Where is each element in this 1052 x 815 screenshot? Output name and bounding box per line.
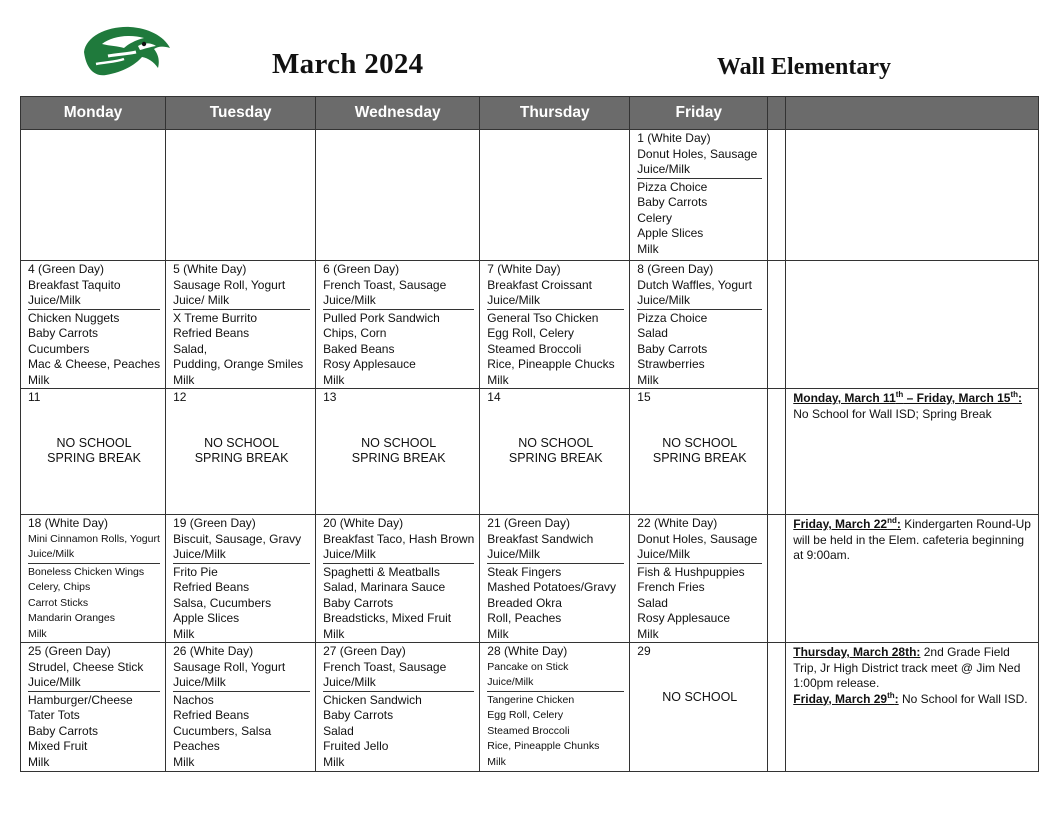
day-cell [316,643,480,772]
day-cell [21,515,166,643]
breakfast-item: French Toast, Sausage [323,659,447,674]
lunch-item: Breadsticks, Mixed Fruit [323,611,452,625]
lunch-item: Hamburger/Cheese [28,692,133,707]
spacer-cell [768,643,786,772]
breakfast-menu [487,278,624,310]
lunch-item: Spaghetti & Meatballs [323,564,440,579]
day-label: 27 (Green Day) [323,644,406,658]
lunch-item: Refried Beans [173,326,250,340]
lunch-item: Roll, Peaches [487,611,562,625]
day-cell [630,643,768,772]
breakfast-item: Pancake on Stick [487,660,569,673]
lunch-menu [323,693,474,771]
lunch-item: Frito Pie [173,564,218,579]
event-date: Thursday, March 28th: [793,645,921,659]
lunch-item: Pizza Choice [637,310,708,325]
event-note [786,643,1038,707]
no-school-notice [323,436,474,467]
day-cell [630,130,768,261]
lunch-item: Milk [323,372,345,387]
lunch-menu [173,565,310,643]
eagle-logo-icon [78,22,174,80]
lunch-item: Strawberries [637,357,705,371]
breakfast-item: Juice/Milk [28,293,81,307]
lunch-item: Chips, Corn [323,326,387,340]
no-school-line: NO SCHOOL [361,435,437,450]
lunch-item: Tater Tots [28,708,80,722]
lunch-item: Rice, Pineapple Chucks [487,357,615,371]
day-label: 4 (Green Day) [28,262,105,276]
lunch-item: Refried Beans [173,708,250,722]
event-text: No School for Wall ISD. [898,691,1028,706]
notes-cell [786,389,1039,515]
day-cell [480,389,630,515]
lunch-item: Baby Carrots [323,595,394,610]
event-date: Friday, March 22nd: [793,516,901,531]
lunch-item: Salad [323,723,354,738]
lunch-item: Fish & Hushpuppies [637,564,745,579]
lunch-item: Milk [173,372,195,387]
breakfast-item: Mini Cinnamon Rolls, Yogurt [28,532,160,545]
day-cell [21,643,166,772]
breakfast-item: Juice/Milk [637,162,690,176]
lunch-item: Mixed Fruit [28,739,88,753]
event-date: Monday, March 11th – Friday, March 15th: [793,390,1023,405]
no-school-line: NO SCHOOL [518,435,594,450]
breakfast-item: Strudel, Cheese Stick [28,659,144,674]
lunch-item: Milk [637,372,659,387]
no-school-notice [173,436,310,467]
lunch-item: Celery [637,210,672,225]
lunch-item: Milk [323,626,345,641]
lunch-item: Baby Carrots [637,195,708,209]
breakfast-menu [487,660,624,692]
lunch-item: Rice, Pineapple Chunks [487,740,600,752]
breakfast-item: Breakfast Taco, Hash Brown [323,531,475,546]
breakfast-menu [323,660,474,692]
no-school-notice [487,436,624,467]
lunch-item: Milk [637,241,659,256]
week-row [21,643,1039,772]
notes-header [786,97,1039,130]
week-row [21,389,1039,515]
day-label: 28 (White Day) [487,644,568,658]
lunch-menu [487,693,624,771]
no-school-line: SPRING BREAK [47,451,141,465]
day-label: 11 [28,390,41,404]
event-note [786,389,1038,422]
lunch-item: Steamed Broccoli [487,724,570,737]
lunch-item: Milk [173,626,195,641]
lunch-item: Peaches [173,739,220,753]
lunch-item: Milk [487,626,509,641]
lunch-item: Salad, Marinara Sauce [323,580,446,594]
breakfast-menu [173,660,310,692]
no-school-notice [28,436,160,467]
lunch-item: Milk [487,755,506,768]
lunch-item: X Treme Burrito [173,310,258,325]
breakfast-menu [487,532,624,564]
lunch-item: Pulled Pork Sandwich [323,310,440,325]
breakfast-item: Juice/Milk [28,675,81,689]
lunch-item: Baby Carrots [28,326,99,340]
lunch-item: Baby Carrots [28,723,99,738]
weekday-header: Tuesday [166,97,316,130]
notes-cell [786,261,1039,389]
breakfast-item: Juice/Milk [487,293,540,307]
day-label: 22 (White Day) [637,516,718,530]
no-school-line: SPRING BREAK [508,451,603,465]
no-school-notice [637,690,762,706]
week-row [21,515,1039,643]
lunch-item: Baked Beans [323,341,395,356]
no-school-line: NO SCHOOL [56,435,132,450]
day-cell [316,389,480,515]
lunch-menu [487,565,624,643]
no-school-line: NO SCHOOL [204,435,280,450]
lunch-menu [173,693,310,771]
breakfast-item: Donut Holes, Sausage [637,531,758,546]
week-row [21,130,1039,261]
day-cell [21,130,166,261]
breakfast-menu [323,278,474,310]
school-name: Wall Elementary [717,54,891,80]
breakfast-item: French Toast, Sausage [323,277,447,292]
breakfast-item: Juice/Milk [323,293,376,307]
lunch-item: Baby Carrots [323,708,394,722]
breakfast-menu [637,147,762,179]
event-text: No School for Wall ISD; Spring Break [793,406,992,421]
breakfast-item: Biscuit, Sausage, Gravy [173,531,302,546]
event-text: 2nd Grade Field Trip, Jr High District track meet @ Jim Ned 1:00pm release. [793,645,1021,690]
weekday-header: Wednesday [316,97,480,130]
lunch-menu [487,311,624,389]
lunch-menu [323,311,474,389]
day-label: 20 (White Day) [323,516,404,530]
lunch-menu [173,311,310,389]
lunch-item: Rosy Applesauce [323,357,416,371]
breakfast-item: Breakfast Sandwich [487,531,594,546]
lunch-item: Tangerine Chicken [487,693,575,706]
breakfast-item: Juice/Milk [173,547,226,561]
breakfast-item: Juice/ Milk [173,293,230,307]
breakfast-menu [637,278,762,310]
breakfast-item: Juice/Milk [487,676,534,688]
weekday-header: Monday [21,97,166,130]
day-label: 29 [637,644,651,658]
lunch-item: Egg Roll, Celery [487,709,564,721]
week-row [21,261,1039,389]
lunch-item: Milk [637,626,659,641]
lunch-item: Apple Slices [637,226,704,240]
no-school-line: SPRING BREAK [652,451,747,465]
spacer-cell [768,515,786,643]
lunch-menu [28,693,160,771]
day-cell [630,389,768,515]
breakfast-menu [28,278,160,310]
day-label: 15 [637,390,651,404]
day-label: 7 (White Day) [487,262,561,276]
lunch-item: Carrot Sticks [28,596,89,609]
lunch-item: Milk [173,754,195,769]
lunch-item: Steamed Broccoli [487,341,582,356]
lunch-item: Pizza Choice [637,179,708,194]
breakfast-menu [28,660,160,692]
spacer-cell [768,389,786,515]
no-school-line: NO SCHOOL [662,689,738,704]
lunch-item: Salad [637,326,668,340]
no-school-notice [637,436,762,467]
lunch-item: Milk [487,372,509,387]
weekday-header: Friday [630,97,768,130]
event-text: Kindergarten Round-Up will be held in the Elem. cafeteria beginning at 9:00am. [793,517,1031,562]
day-cell [316,515,480,643]
lunch-item: Breaded Okra [487,595,562,610]
lunch-item: Steak Fingers [487,564,562,579]
event-note [786,515,1038,564]
notes-cell [786,515,1039,643]
lunch-item: Mandarin Oranges [28,612,115,624]
lunch-item: Milk [28,627,47,640]
lunch-menu [323,565,474,643]
page-title: March 2024 [272,48,424,80]
day-cell [630,515,768,643]
day-cell [21,389,166,515]
spacer-cell [768,130,786,261]
lunch-menu [637,311,762,389]
no-school-line: SPRING BREAK [351,451,446,465]
day-cell [166,515,316,643]
lunch-item: Mac & Cheese, Peaches [28,357,161,371]
lunch-item: Apple Slices [173,611,240,625]
lunch-item: Cucumbers, Salsa [173,723,272,738]
day-cell [166,389,316,515]
no-school-line: NO SCHOOL [662,435,738,450]
lunch-item: Celery, Chips [28,581,91,593]
breakfast-item: Juice/Milk [487,547,540,561]
day-label: 14 [487,390,501,404]
day-cell [166,261,316,389]
breakfast-item: Breakfast Taquito [28,277,121,292]
day-label: 21 (Green Day) [487,516,570,530]
breakfast-item: Juice/Milk [28,548,75,560]
day-label: 5 (White Day) [173,262,247,276]
day-label: 18 (White Day) [28,516,109,530]
breakfast-menu [323,532,474,564]
breakfast-item: Dutch Waffles, Yogurt [637,277,752,292]
day-cell [316,261,480,389]
notes-cell [786,643,1039,772]
lunch-item: Cucumbers [28,341,90,356]
lunch-menu [28,565,160,643]
breakfast-item: Juice/Milk [323,675,376,689]
breakfast-menu [173,278,310,310]
day-cell [480,130,630,261]
notes-cell [786,130,1039,261]
lunch-item: Refried Beans [173,580,250,594]
weekday-header: Thursday [480,97,630,130]
lunch-item: Baby Carrots [637,341,708,356]
event-date: Friday, March 29th: [793,690,899,706]
day-cell [166,643,316,772]
lunch-item: Milk [323,754,345,769]
lunch-item: Mashed Potatoes/Gravy [487,580,616,594]
day-cell [316,130,480,261]
menu-calendar-table [20,96,1039,772]
breakfast-item: Breakfast Croissant [487,277,592,292]
lunch-item: Salad, [173,341,208,356]
lunch-item: Salsa, Cucumbers [173,595,272,610]
lunch-item: French Fries [637,580,705,594]
breakfast-menu [637,532,762,564]
lunch-item: Chicken Nuggets [28,310,120,325]
lunch-menu [28,311,160,389]
breakfast-item: Juice/Milk [637,547,690,561]
breakfast-item: Juice/Milk [173,675,226,689]
day-label: 1 (White Day) [637,131,711,145]
lunch-item: Rosy Applesauce [637,611,730,625]
no-school-line: SPRING BREAK [194,451,289,465]
day-cell [480,643,630,772]
day-label: 8 (Green Day) [637,262,714,276]
day-label: 12 [173,390,187,404]
breakfast-item: Juice/Milk [637,293,690,307]
breakfast-item: Sausage Roll, Yogurt [173,277,286,292]
spacer-header [768,97,786,130]
lunch-item: Boneless Chicken Wings [28,565,145,578]
day-cell [480,515,630,643]
breakfast-item: Sausage Roll, Yogurt [173,659,286,674]
day-label: 19 (Green Day) [173,516,256,530]
day-label: 26 (White Day) [173,644,254,658]
day-cell [21,261,166,389]
lunch-item: Milk [28,372,50,387]
spacer-cell [768,261,786,389]
lunch-item: Nachos [173,692,214,707]
day-label: 25 (Green Day) [28,644,111,658]
lunch-menu [637,180,762,258]
lunch-item: Salad [637,595,668,610]
day-label: 6 (Green Day) [323,262,400,276]
lunch-item: Egg Roll, Celery [487,326,574,340]
breakfast-item: Donut Holes, Sausage [637,146,758,161]
breakfast-menu [28,532,160,564]
breakfast-menu [173,532,310,564]
lunch-item: Chicken Sandwich [323,692,422,707]
lunch-item: General Tso Chicken [487,310,599,325]
weekday-header-row [21,97,1039,130]
lunch-item: Pudding, Orange Smiles [173,357,304,371]
lunch-menu [637,565,762,643]
day-cell [630,261,768,389]
lunch-item: Milk [28,754,50,769]
day-cell [480,261,630,389]
lunch-item: Fruited Jello [323,739,389,753]
day-label: 13 [323,390,337,404]
breakfast-item: Juice/Milk [323,547,376,561]
day-cell [166,130,316,261]
